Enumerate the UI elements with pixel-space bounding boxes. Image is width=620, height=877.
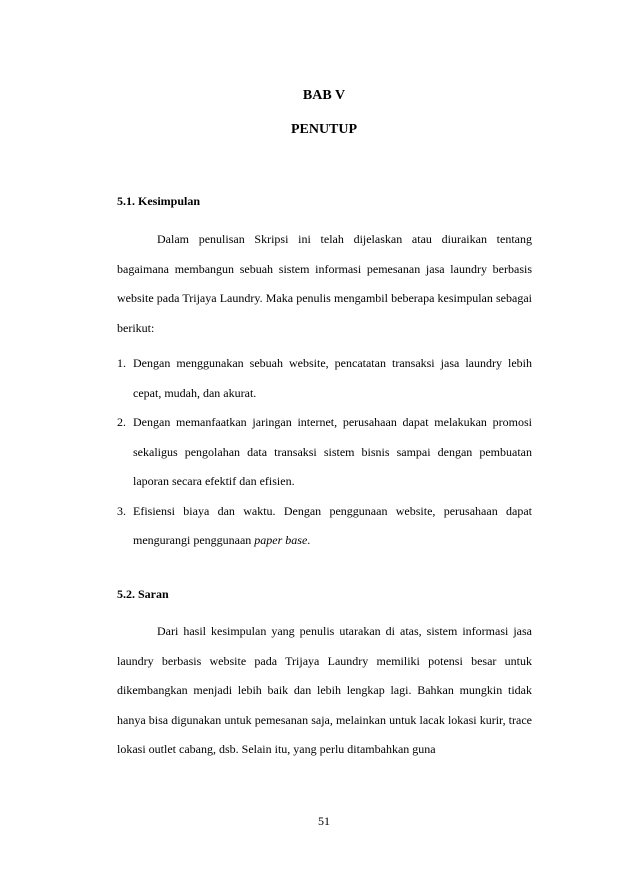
list-item-number: 1.: [117, 356, 126, 370]
chapter-number: BAB V: [302, 88, 346, 103]
section-heading-saran: 5.2. Saran: [117, 587, 169, 601]
conclusion-list: [117, 349, 532, 556]
list-item: [117, 349, 532, 408]
chapter-title: PENUTUP: [290, 122, 358, 137]
list-item-text: Dengan menggunakan sebuah website, pencatatan transaksi jasa laundry lebih cepat, mudah, dan akurat.: [133, 356, 532, 400]
list-item-number: 3.: [117, 503, 126, 518]
list-item-text: Efisiensi biaya dan waktu. Dengan penggunaan website, perusahaan dapat mengurangi penggunaan: [133, 503, 532, 547]
list-item: [117, 497, 532, 556]
list-item-text: Dengan memanfaatkan jaringan internet, perusahaan dapat melakukan promosi sekaligus pengolahan data transaksi sistem bisnis sampai dengan pembuatan laporan secara efektif dan efisien.: [133, 415, 532, 488]
list-item-text-end: .: [307, 533, 311, 547]
list-item-number: 2.: [117, 415, 126, 429]
list-item-italic-term: paper base: [254, 533, 308, 547]
paragraph-kesimpulan: Dalam penulisan Skripsi ini telah dijelaskan atau diuraikan tentang bagaimana membangun sebuah sistem informasi pemesanan jasa laundry berbasis website pada Trijaya Laundry. Maka penulis mengambil beberapa kesimpulan sebagai berikut:: [117, 232, 532, 335]
page-number: 51: [318, 814, 330, 828]
paragraph-saran: Dari hasil kesimpulan yang penulis utarakan di atas, sistem informasi jasa laundry berbasis website pada Trijaya Laundry memiliki potensi besar untuk dikembangkan menjadi lebih baik dan lebih lengkap lagi. Bahkan mungkin tidak hanya bisa digunakan untuk pemesanan saja, melainkan untuk lacak lokasi kurir, trace lokasi outlet cabang, dsb. Selain itu, yang perlu ditambahkan guna: [117, 624, 532, 756]
list-item: [117, 408, 532, 497]
section-heading-kesimpulan: 5.1. Kesimpulan: [117, 194, 201, 208]
